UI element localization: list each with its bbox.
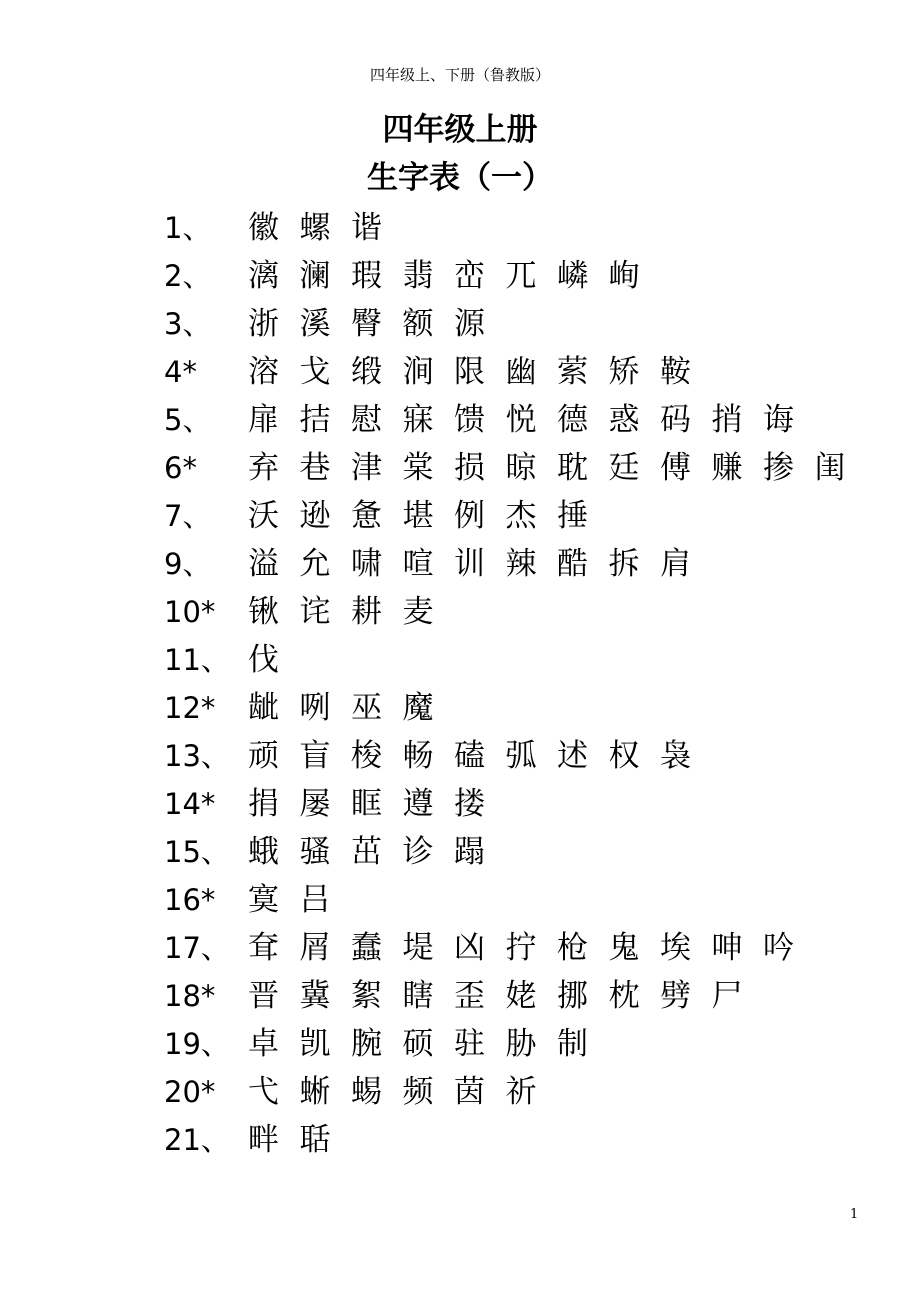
lesson-number: 2、 (164, 259, 212, 293)
lesson-number: 1、 (164, 211, 212, 245)
lesson-characters: 蛾骚茁诊蹋 (248, 834, 506, 870)
lesson-row (164, 1020, 866, 1068)
lesson-number: 20* (164, 1075, 216, 1109)
lesson-row (164, 684, 866, 732)
lesson-number: 7、 (164, 499, 212, 533)
lesson-characters: 溢允啸喧训辣酷拆肩 (248, 546, 712, 582)
character-list (164, 204, 866, 1164)
lesson-row (164, 396, 866, 444)
lesson-characters: 捐屡眶遵搂 (248, 786, 506, 822)
lesson-characters: 扉拮慰寐馈悦德惑码捎诲 (248, 402, 815, 438)
lesson-number: 10* (164, 595, 216, 629)
lesson-number: 15、 (164, 835, 230, 869)
lesson-number: 12* (164, 691, 216, 725)
lesson-row (164, 972, 866, 1020)
running-header: 四年级上、下册（鲁教版） (369, 66, 550, 84)
lesson-characters: 顽盲梭畅磕弧述权袅 (248, 738, 712, 774)
lesson-characters: 龇咧巫魔 (248, 690, 454, 726)
lesson-characters: 弋蜥蜴频茵祈 (248, 1074, 557, 1110)
lesson-number: 17、 (164, 931, 230, 965)
lesson-row (164, 780, 866, 828)
lesson-row (164, 540, 866, 588)
lesson-characters: 溶戈缎涧限幽萦矫鞍 (248, 354, 712, 390)
lesson-row (164, 1068, 866, 1116)
lesson-number: 21、 (164, 1123, 230, 1157)
lesson-characters: 徽螺谐 (248, 210, 403, 246)
lesson-characters: 卓凯腕硕驻胁制 (248, 1026, 609, 1062)
lesson-row (164, 732, 866, 780)
lesson-characters: 寞吕 (248, 882, 351, 918)
lesson-characters: 沃逊惫堪例杰捶 (248, 498, 609, 534)
lesson-characters: 伐 (248, 642, 300, 678)
lesson-number: 16* (164, 883, 216, 917)
lesson-row (164, 924, 866, 972)
lesson-row (164, 300, 866, 348)
lesson-characters: 漓澜瑕翡峦兀嶙峋 (248, 258, 660, 294)
lesson-row (164, 492, 866, 540)
lesson-row (164, 444, 866, 492)
page-title: 四年级上册 (382, 112, 538, 148)
lesson-row (164, 588, 866, 636)
lesson-number: 5、 (164, 403, 212, 437)
lesson-characters: 浙溪臀额源 (248, 306, 506, 342)
lesson-row (164, 348, 866, 396)
page-number: 1 (850, 1207, 859, 1222)
lesson-number: 11、 (164, 643, 230, 677)
lesson-number: 6* (164, 451, 197, 485)
lesson-number: 3、 (164, 307, 212, 341)
lesson-number: 18* (164, 979, 216, 1013)
lesson-row (164, 1116, 866, 1164)
lesson-number: 9、 (164, 547, 212, 581)
lesson-row (164, 636, 866, 684)
lesson-characters: 晋冀絮瞎歪姥挪枕劈尸 (248, 978, 763, 1014)
lesson-characters: 锹诧耕麦 (248, 594, 454, 630)
lesson-number: 4* (164, 355, 197, 389)
lesson-characters: 弃巷津棠损晾耽廷傅赚掺闺 (248, 450, 866, 486)
lesson-row (164, 828, 866, 876)
lesson-row (164, 204, 866, 252)
lesson-row (164, 252, 866, 300)
lesson-number: 14* (164, 787, 216, 821)
lesson-characters: 畔聒 (248, 1122, 351, 1158)
lesson-row (164, 876, 866, 924)
page-subtitle: 生字表（一） (367, 160, 553, 196)
lesson-number: 19、 (164, 1027, 230, 1061)
lesson-characters: 耷屑蠢堤凶拧枪鬼埃呻吟 (248, 930, 815, 966)
lesson-number: 13、 (164, 739, 230, 773)
